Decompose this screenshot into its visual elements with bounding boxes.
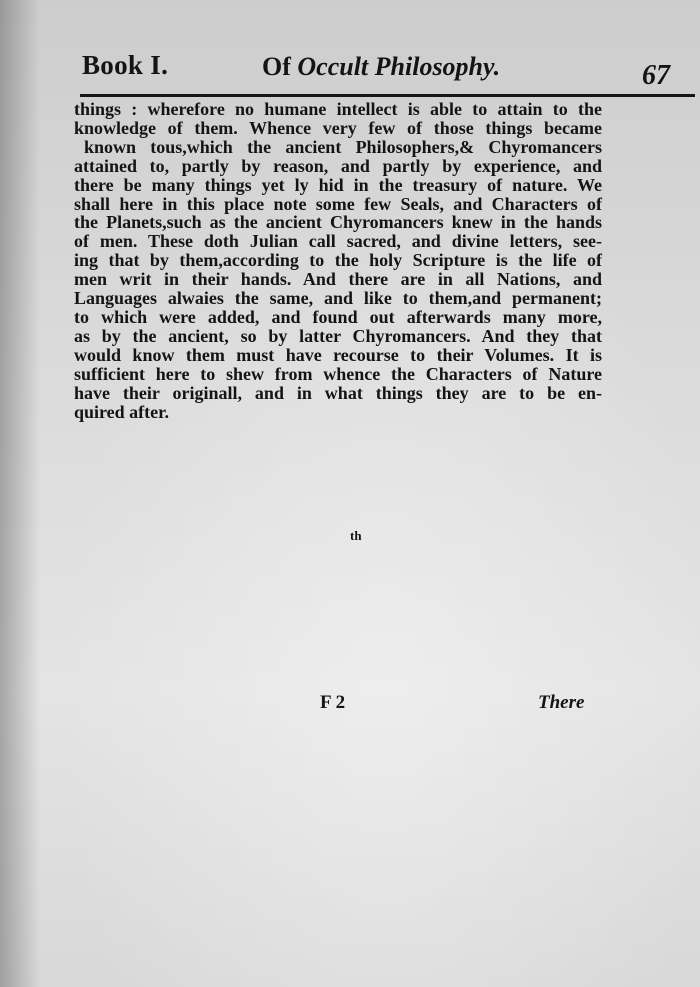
page-number: 67 <box>642 60 670 91</box>
text-line: there be many things yet ly hid in the treasury of nature. We <box>74 174 602 195</box>
stray-ink-mark: th <box>350 528 362 543</box>
text-line: men writ in their hands. And there are in all Nations, and <box>74 269 602 290</box>
show-through-background <box>80 505 680 935</box>
text-line: quired after. <box>74 401 170 422</box>
text-line: sufficient here to shew from whence the Characters of Nature <box>74 363 602 384</box>
running-book-label: Book I. <box>82 50 169 80</box>
text-line: Languages alwaies the same, and like to them,and permanent; <box>74 288 602 309</box>
text-line: shall here in this place note some few Seals, and Characters of <box>74 193 602 214</box>
text-line: to which were added, and found out afterwards many more, <box>74 306 602 327</box>
catchword: There <box>538 692 585 713</box>
text-line: things : wherefore no humane intellect is able to attain to the <box>74 99 602 119</box>
text-line: ing that by them,according to the holy Scripture is the life of <box>74 250 602 271</box>
text-line: have their originall, and in what things they are to be en- <box>74 382 602 403</box>
running-header <box>82 46 692 94</box>
body-text <box>74 100 602 421</box>
text-line: as by the ancient, so by latter Chyromancers. And they that <box>74 325 602 346</box>
running-title-italic: Occult Philosophy. <box>297 52 501 81</box>
signature-mark: F 2 <box>320 692 346 713</box>
text-line: attained to, partly by reason, and partly by experience, and <box>74 155 602 176</box>
text-line: the Planets,such as the ancient Chyromancers knew in the hands <box>74 212 602 233</box>
text-line: knowledge of them. Whence very few of those things became <box>74 117 602 138</box>
running-title <box>262 52 500 82</box>
text-line: would know them must have recourse to their Volumes. It is <box>74 344 602 365</box>
binding-shadow <box>0 0 40 987</box>
header-rule <box>80 94 695 97</box>
text-line: known tous,which the ancient Philosophers,& Chyromancers <box>84 136 602 157</box>
text-line: of men. These doth Julian call sacred, and divine letters, see- <box>74 231 602 252</box>
running-title-prefix: Of <box>262 52 291 81</box>
